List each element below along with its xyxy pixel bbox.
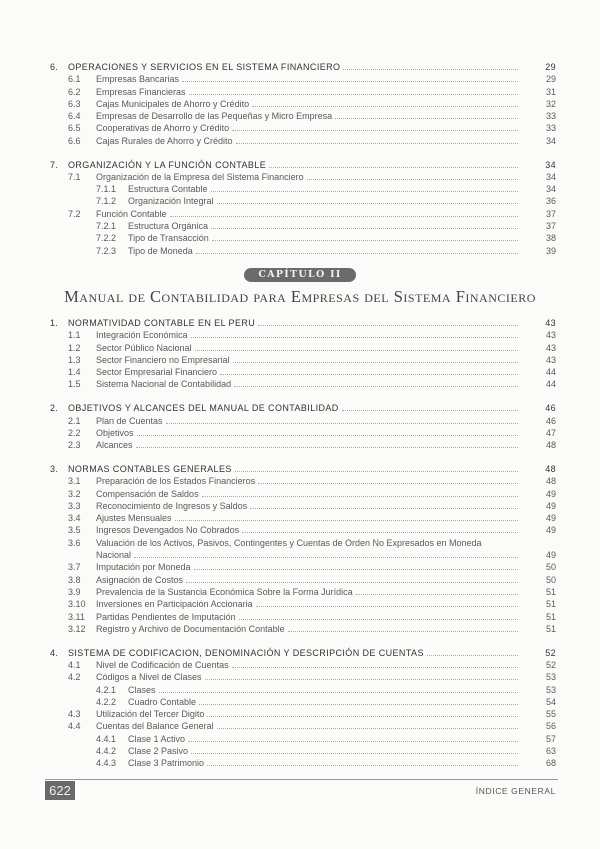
dot-leader <box>199 696 518 705</box>
entry-title-text: Clase 2 Pasivo <box>128 746 189 756</box>
entry-title-text: Organización Integral <box>128 196 214 207</box>
toc-entry[interactable] <box>48 500 558 512</box>
toc-entry[interactable] <box>48 208 558 220</box>
entry-number: 3.10 <box>68 599 86 610</box>
entry-title-text: Sector Empresarial Financiero <box>96 367 218 378</box>
entry-title <box>96 415 518 427</box>
entry-title <box>96 500 518 512</box>
entry-page: 48 <box>545 440 556 451</box>
toc-entry[interactable] <box>48 159 558 171</box>
dot-leader <box>335 110 518 119</box>
entry-title-text: Cuentas del Balance General <box>96 721 214 732</box>
entry-title-text: Tipo de Moneda <box>128 245 193 256</box>
entry-title <box>68 463 518 475</box>
toc-entry[interactable] <box>48 329 558 341</box>
dot-leader <box>217 720 518 729</box>
toc-entry[interactable] <box>48 574 558 586</box>
entry-title-text: Clase 3 Patrimonio <box>128 758 205 769</box>
dot-leader <box>356 586 518 595</box>
entry-number: 3.1 <box>68 476 81 487</box>
entry-title-text: NORMATIVIDAD CONTABLE EN EL PERU <box>68 318 256 328</box>
entry-number: 1.5 <box>68 379 81 390</box>
toc-entry[interactable] <box>48 73 558 85</box>
entry-number: 3.11 <box>68 611 85 622</box>
entry-title-text: Clase 1 Activo <box>128 733 186 744</box>
toc-entry[interactable] <box>48 427 558 439</box>
toc-entry[interactable] <box>48 378 558 390</box>
entry-title <box>96 512 518 524</box>
dot-leader <box>250 500 518 509</box>
toc-entry[interactable] <box>48 696 558 708</box>
entry-title-text: Función Contable <box>96 208 167 219</box>
entry-page: 31 <box>545 86 556 97</box>
dot-leader <box>195 342 518 351</box>
toc-entry[interactable] <box>48 366 558 378</box>
toc-entry[interactable] <box>48 135 558 147</box>
entry-page: 49 <box>545 550 556 561</box>
entry-page: 63 <box>545 746 556 756</box>
dot-leader <box>252 98 518 107</box>
footer-rule <box>45 779 558 780</box>
entry-page: 51 <box>545 623 556 634</box>
dot-leader <box>235 463 518 472</box>
entry-number: 1.4 <box>68 367 81 378</box>
toc-entry[interactable] <box>48 342 558 354</box>
dot-leader <box>217 195 518 204</box>
entry-title <box>96 537 518 562</box>
dot-leader <box>234 378 518 387</box>
toc-part-1 <box>48 61 558 257</box>
entry-number: 3.3 <box>68 500 81 511</box>
entry-page: 32 <box>545 98 556 109</box>
entry-number: 4.2 <box>68 672 81 683</box>
entry-page: 43 <box>545 354 556 365</box>
entry-page: 51 <box>545 599 556 610</box>
dot-leader <box>258 317 518 326</box>
entry-page: 50 <box>545 562 556 573</box>
entry-title-text: Integración Económica <box>96 330 188 341</box>
toc-entry[interactable] <box>48 733 558 745</box>
entry-title <box>96 86 518 98</box>
entry-number: 2. <box>50 403 59 414</box>
entry-page: 44 <box>545 379 556 390</box>
toc-entry[interactable] <box>48 659 558 671</box>
entry-title <box>128 757 518 769</box>
entry-number: 6.3 <box>68 98 81 109</box>
dot-leader <box>170 208 518 217</box>
entry-title-text: Empresas de Desarrollo de las Pequeñas y Micro Empresa <box>96 111 333 122</box>
toc-entry[interactable] <box>48 598 558 610</box>
entry-number: 7.2.1 <box>96 221 117 232</box>
entry-page: 48 <box>545 463 556 474</box>
toc-entry[interactable] <box>48 745 558 757</box>
toc-entry[interactable] <box>48 475 558 487</box>
entry-title <box>96 524 518 536</box>
toc-entry[interactable] <box>48 623 558 635</box>
dot-leader <box>236 135 518 144</box>
entry-title <box>96 135 518 147</box>
entry-number: 4.4.3 <box>96 758 117 769</box>
entry-page: 44 <box>545 367 556 378</box>
entry-title <box>96 366 518 378</box>
entry-number: 3.6 <box>68 537 81 548</box>
entry-page: 46 <box>545 415 556 426</box>
toc-entry[interactable] <box>48 317 558 329</box>
dot-leader <box>136 439 518 448</box>
entry-page: 55 <box>545 709 556 720</box>
toc-entry[interactable] <box>48 524 558 536</box>
entry-title <box>68 61 518 73</box>
dot-leader <box>182 73 518 82</box>
entry-page: 43 <box>545 342 556 353</box>
entry-page: 43 <box>545 330 556 341</box>
entry-number: 3.8 <box>68 574 81 585</box>
entry-title-text: Compensación de Saldos <box>96 488 199 499</box>
entry-title <box>96 329 518 341</box>
entry-title-text: Reconocimiento de Ingresos y Saldos <box>96 500 248 511</box>
dot-leader <box>233 354 518 363</box>
entry-title <box>96 586 518 598</box>
toc-entry[interactable] <box>48 720 558 732</box>
entry-number: 4.2.1 <box>96 684 117 695</box>
entry-title <box>96 73 518 85</box>
entry-page: 38 <box>545 233 556 244</box>
entry-title <box>96 720 518 732</box>
entry-title-line1: Valuación de los Activos, Pasivos, Contingentes y Cuentas de Orden No Expresados en Moneda <box>96 537 482 548</box>
toc-entry[interactable] <box>48 61 558 73</box>
entry-title-text: Asignación de Costos <box>96 574 184 585</box>
entry-title <box>128 232 518 244</box>
entry-title-line2: Nacional <box>96 550 132 561</box>
entry-number: 3. <box>50 463 59 474</box>
dot-leader <box>342 402 518 411</box>
entry-title <box>96 659 518 671</box>
dot-leader <box>232 659 518 668</box>
entry-title <box>128 684 518 696</box>
dot-leader <box>207 757 518 766</box>
entry-title-text: Estructura Contable <box>128 184 208 195</box>
entry-page: 36 <box>545 196 556 207</box>
entry-title-text: Ajustes Mensuales <box>96 513 172 524</box>
toc-entry[interactable] <box>48 671 558 683</box>
entry-number: 7.1 <box>68 171 81 182</box>
entry-page: 43 <box>545 318 556 328</box>
dot-leader <box>239 611 518 620</box>
entry-title <box>68 317 518 329</box>
chapter-title: Manual de Contabilidad para Empresas del Sistema Financiero <box>64 287 536 306</box>
entry-title <box>96 574 518 586</box>
entry-title <box>96 354 518 366</box>
entry-title <box>96 427 518 439</box>
entry-title-text: Cajas Municipales de Ahorro y Crédito <box>96 98 250 109</box>
entry-number: 7. <box>50 159 59 170</box>
toc-entry[interactable] <box>48 647 558 659</box>
entry-page: 49 <box>545 513 556 524</box>
entry-number: 2.1 <box>68 415 81 426</box>
entry-title-text: Clases <box>128 684 156 695</box>
entry-number: 1.2 <box>68 342 81 353</box>
entry-number: 4.1 <box>68 659 81 670</box>
entry-title-text: Registro y Archivo de Documentación Contable <box>96 623 285 634</box>
entry-number: 1.1 <box>68 330 81 341</box>
dot-leader <box>137 427 518 436</box>
entry-number: 6.1 <box>68 74 81 85</box>
entry-title <box>128 745 518 757</box>
entry-title <box>96 671 518 683</box>
entry-number: 7.2 <box>68 208 81 219</box>
entry-title <box>96 378 518 390</box>
entry-title-text: Empresas Financieras <box>96 86 186 97</box>
entry-page: 34 <box>545 171 556 182</box>
dot-leader <box>242 524 518 533</box>
entry-title <box>128 733 518 745</box>
toc-entry[interactable] <box>48 439 558 451</box>
entry-page: 49 <box>545 488 556 499</box>
entry-number: 7.2.3 <box>96 245 117 256</box>
entry-title <box>96 488 518 500</box>
entry-number: 7.1.1 <box>96 184 117 195</box>
dot-leader <box>288 623 518 632</box>
entry-page: 37 <box>545 208 556 219</box>
entry-number: 4.4.2 <box>96 746 117 756</box>
entry-title <box>128 195 518 207</box>
entry-number: 3.2 <box>68 488 81 499</box>
dot-leader <box>196 245 518 254</box>
dot-leader <box>159 684 518 693</box>
toc-entry[interactable] <box>48 611 558 623</box>
entry-title <box>96 342 518 354</box>
toc-entry[interactable] <box>48 220 558 232</box>
entry-title-text: Organización de la Empresa del Sistema Financiero <box>96 171 304 182</box>
entry-title-text: Imputación por Moneda <box>96 562 191 573</box>
entry-page: 46 <box>545 403 556 414</box>
entry-number: 3.9 <box>68 586 81 597</box>
entry-page: 47 <box>545 427 556 438</box>
entry-title <box>68 402 518 414</box>
entry-page: 56 <box>545 721 556 732</box>
entry-number: 3.12 <box>68 623 86 634</box>
chapter-badge: CAPÍTULO II <box>244 268 356 282</box>
toc-entry[interactable] <box>48 171 558 183</box>
entry-title <box>96 171 518 183</box>
toc-entry[interactable] <box>48 708 558 720</box>
entry-title-text: Cuadro Contable <box>128 696 197 707</box>
entry-number: 3.7 <box>68 562 81 573</box>
entry-title-text: Nivel de Codificación de Cuentas <box>96 659 229 670</box>
toc-entry[interactable] <box>48 232 558 244</box>
entry-number: 3.4 <box>68 513 81 524</box>
entry-number: 4. <box>50 647 59 658</box>
entry-title-text: Empresas Bancarias <box>96 74 180 85</box>
dot-leader <box>205 671 518 680</box>
toc-entry[interactable] <box>48 684 558 696</box>
entry-page: 34 <box>545 135 556 146</box>
entry-title <box>96 110 518 122</box>
entry-number: 4.3 <box>68 709 81 720</box>
dot-leader <box>269 159 518 168</box>
entry-title-text: Inversiones en Participación Accionaria <box>96 599 253 610</box>
entry-title <box>128 245 518 257</box>
dot-leader <box>256 598 518 607</box>
entry-page: 37 <box>545 221 556 232</box>
dot-leader <box>202 488 518 497</box>
entry-title-text: Prevalencia de la Sustancia Económica Sobre la Forma Jurídica <box>96 586 353 597</box>
entry-title-text: OPERACIONES Y SERVICIOS EN EL SISTEMA FINANCIERO <box>68 62 341 72</box>
entry-title <box>128 696 518 708</box>
toc-entry[interactable] <box>48 512 558 524</box>
entry-title <box>68 647 518 659</box>
entry-number: 6.2 <box>68 86 81 97</box>
entry-page: 49 <box>545 500 556 511</box>
entry-page: 52 <box>545 647 556 658</box>
toc-entry[interactable] <box>48 98 558 110</box>
entry-title-text: Preparación de los Estados Financieros <box>96 476 256 487</box>
entry-title-text: Ingresos Devengados No Cobrados <box>96 525 240 536</box>
entry-page: 33 <box>545 111 556 122</box>
entry-title <box>96 611 518 623</box>
entry-number: 2.3 <box>68 440 81 451</box>
toc-part-2 <box>48 317 558 770</box>
entry-number: 1. <box>50 318 59 328</box>
entry-title-text: Partidas Pendientes de Imputación <box>96 611 236 622</box>
entry-title-text: Alcances <box>96 440 133 451</box>
entry-title-text: Plan de Cuentas <box>96 415 163 426</box>
entry-page: 68 <box>545 758 556 769</box>
toc-entry[interactable] <box>48 586 558 598</box>
entry-page: 57 <box>545 733 556 744</box>
toc-entry[interactable] <box>48 757 558 769</box>
entry-page: 49 <box>545 525 556 536</box>
dot-leader <box>186 574 518 583</box>
toc-entry[interactable] <box>48 488 558 500</box>
entry-page: 51 <box>545 586 556 597</box>
toc-entry[interactable] <box>48 415 558 427</box>
entry-number: 7.1.2 <box>96 196 117 207</box>
entry-title <box>96 98 518 110</box>
entry-title-text: Códigos a Nivel de Clases <box>96 672 202 683</box>
dot-leader <box>232 122 518 131</box>
entry-title <box>68 159 518 171</box>
entry-title <box>96 561 518 573</box>
entry-page: 53 <box>545 684 556 695</box>
entry-title <box>96 122 518 134</box>
entry-number: 3.5 <box>68 525 81 536</box>
entry-page: 34 <box>545 184 556 195</box>
dot-leader <box>343 61 518 70</box>
page-number: 622 <box>45 781 75 800</box>
dot-leader <box>175 512 518 521</box>
entry-title <box>128 220 518 232</box>
toc-entry[interactable] <box>48 402 558 414</box>
dot-leader <box>188 733 518 742</box>
toc-entry[interactable] <box>48 537 558 562</box>
entry-number: 6.6 <box>68 135 81 146</box>
entry-number: 4.4.1 <box>96 733 117 744</box>
entry-page: 52 <box>545 659 556 670</box>
dot-leader <box>207 708 518 717</box>
entry-title-text: Sector Financiero no Empresarial <box>96 354 230 365</box>
entry-page: 51 <box>545 611 556 622</box>
entry-title-text: Utilización del Tercer Digito <box>96 709 205 720</box>
entry-page: 34 <box>545 159 556 170</box>
entry-number: 2.2 <box>68 427 81 438</box>
dot-leader <box>427 647 518 656</box>
entry-title-text: ORGANIZACIÓN Y LA FUNCIÓN CONTABLE <box>68 159 267 170</box>
dot-leader <box>166 415 518 424</box>
toc-entry[interactable] <box>48 122 558 134</box>
entry-page: 48 <box>545 476 556 487</box>
entry-page: 50 <box>545 574 556 585</box>
dot-leader <box>134 549 518 558</box>
entry-number: 4.2.2 <box>96 696 117 707</box>
entry-number: 1.3 <box>68 354 81 365</box>
entry-number: 6. <box>50 62 59 72</box>
entry-page: 53 <box>545 672 556 683</box>
toc-entry[interactable] <box>48 183 558 195</box>
entry-number: 7.2.2 <box>96 233 117 244</box>
entry-title <box>96 598 518 610</box>
entry-title-text: Objetivos <box>96 427 134 438</box>
dot-leader <box>194 561 518 570</box>
entry-title-text: Cajas Rurales de Ahorro y Crédito <box>96 135 233 146</box>
entry-title <box>96 475 518 487</box>
entry-number: 6.4 <box>68 111 81 122</box>
entry-title <box>96 208 518 220</box>
entry-title-text: Tipo de Transacción <box>128 233 209 244</box>
dot-leader <box>307 171 518 180</box>
toc-entry[interactable] <box>48 354 558 366</box>
entry-title <box>96 708 518 720</box>
entry-number: 6.5 <box>68 123 81 134</box>
entry-page: 33 <box>545 123 556 134</box>
dot-leader <box>211 183 518 192</box>
dot-leader <box>212 232 518 241</box>
entry-page: 29 <box>545 62 556 72</box>
dot-leader <box>189 86 518 95</box>
dot-leader <box>211 220 518 229</box>
entry-number: 4.4 <box>68 721 81 732</box>
entry-title <box>128 183 518 195</box>
entry-title <box>96 439 518 451</box>
toc-entry[interactable] <box>48 110 558 122</box>
toc-entry[interactable] <box>48 463 558 475</box>
entry-page: 29 <box>545 74 556 85</box>
toc-entry[interactable] <box>48 245 558 257</box>
dot-leader <box>220 366 518 375</box>
entry-title-text: NORMAS CONTABLES GENERALES <box>68 463 232 474</box>
entry-page: 39 <box>545 245 556 256</box>
entry-title-text: SISTEMA DE CODIFICACION, DENOMINACIÓN Y DESCRIPCIÓN DE CUENTAS <box>68 647 424 658</box>
entry-title-text: Sistema Nacional de Contabilidad <box>96 379 232 390</box>
entry-title-text: Estructura Orgánica <box>128 221 209 232</box>
entry-page: 54 <box>545 696 556 707</box>
dot-leader <box>191 329 518 338</box>
toc-entry[interactable] <box>48 195 558 207</box>
entry-title-text: Sector Público Nacional <box>96 342 192 353</box>
entry-title-text: OBJETIVOS Y ALCANCES DEL MANUAL DE CONTABILIDAD <box>68 403 339 414</box>
dot-leader <box>191 745 518 754</box>
toc-entry[interactable] <box>48 561 558 573</box>
footer-section-title: ÍNDICE GENERAL <box>475 786 556 796</box>
entry-title <box>96 623 518 635</box>
toc-entry[interactable] <box>48 86 558 98</box>
dot-leader <box>258 475 518 484</box>
entry-title-text: Cooperativas de Ahorro y Crédito <box>96 123 230 134</box>
